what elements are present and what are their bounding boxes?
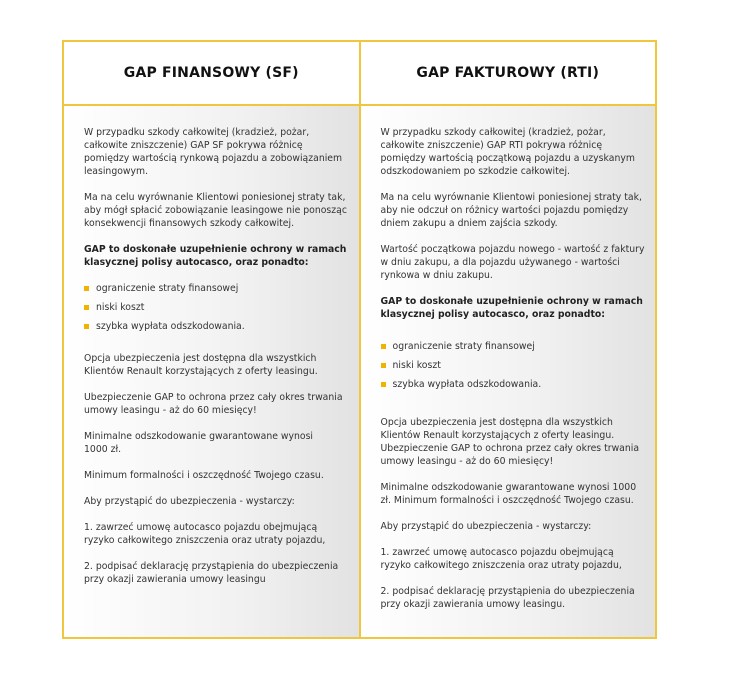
gap-rti-title: GAP FAKTUROWY (RTI) — [361, 42, 656, 106]
gap-sf-p1: W przypadku szkody całkowitej (kradzież, pożar, całkowite zniszczenie) GAP SF pokrywa różnicę pomiędzy wartością rynkową pojazdu a zobowiązaniem leasingowym. — [84, 127, 343, 177]
gap-sf-p5: Minimalne odszkodowanie gwarantowane wynosi 1000 zł. — [84, 431, 314, 455]
gap-rti-p9: 2. podpisać deklarację przystąpienia do ubezpieczenia przy okazji zawierania umowy leasingu. — [380, 586, 635, 610]
gap-rti-p2: Ma na celu wyrównanie Klientowi poniesionej straty tak, aby nie odczuł on różnicy wartości pojazdu pomiędzy dniem zakupu a dniem zajścia szkody. — [380, 192, 642, 229]
list-item: szybka wypłata odszkodowania. — [381, 378, 648, 391]
gap-sf-p9: 2. podpisać deklarację przystąpienia do ubezpieczenia przy okazji zawierania umowy leasingu — [84, 561, 339, 585]
gap-sf-p8: 1. zawrzeć umowę autocasco pojazdu obejmującą ryzyko całkowitego zniszczenia oraz utraty pojazdu, — [84, 522, 326, 546]
gap-sf-p6: Minimum formalności i oszczędność Twojego czasu. — [84, 470, 324, 481]
gap-sf-p3: Opcja ubezpieczenia jest dostępna dla wszystkich Klientów Renault korzystających z oferty leasingu. — [84, 353, 318, 377]
gap-rti-body — [361, 106, 656, 637]
gap-sf-p7: Aby przystąpić do ubezpieczenia - wystarczy: — [84, 496, 295, 507]
gap-rti-p7: Aby przystąpić do ubezpieczenia - wystarczy: — [380, 521, 592, 532]
gap-sf-body — [64, 106, 359, 637]
comparison-table — [62, 40, 657, 639]
gap-rti-column — [361, 42, 656, 637]
gap-sf-bullets — [84, 282, 351, 333]
list-item: szybka wypłata odszkodowania. — [84, 320, 351, 333]
gap-sf-p2: Ma na celu wyrównanie Klientowi poniesionej straty tak, aby mógł spłacić zobowiązanie leasingowe nie ponosząc konsekwencji finansowych szkody całkowitej. — [84, 192, 347, 229]
gap-sf-p4: Ubezpieczenie GAP to ochrona przez cały okres trwania umowy leasingu - aż do 60 miesięcy! — [84, 392, 343, 416]
gap-rti-bullets — [381, 340, 648, 391]
gap-rti-p3: Opcja ubezpieczenia jest dostępna dla wszystkich Klientów Renault korzystających z oferty leasingu. Ubezpieczenie GAP to ochrona przez cały okres trwania umowy leasingu - aż do 60 miesięcy! — [380, 417, 640, 467]
gap-sf-title: GAP FINANSOWY (SF) — [64, 42, 359, 106]
gap-rti-p2b: Wartość początkowa pojazdu nowego - wartość z faktury w dniu zakupu, a dla pojazdu używanego - wartości rynkowa w dniu zakupu. — [380, 244, 645, 281]
list-item: ograniczenie straty finansowej — [84, 282, 351, 295]
list-item: niski koszt — [84, 301, 351, 314]
list-item: ograniczenie straty finansowej — [381, 340, 648, 353]
gap-rti-p5: Minimalne odszkodowanie gwarantowane wynosi 1000 zł. Minimum formalności i oszczędność Twojego czasu. — [380, 482, 637, 506]
gap-rti-p1: W przypadku szkody całkowitej (kradzież, pożar, całkowite zniszczenie) GAP RTI pokrywa różnicę pomiędzy wartością początkową pojazdu a uzyskanym odszkodowaniem po szkodzie całkowitej. — [380, 127, 635, 177]
gap-sf-bold: GAP to doskonałe uzupełnienie ochrony w ramach klasycznej polisy autocasco, oraz ponadto: — [84, 244, 347, 268]
gap-sf-column — [64, 42, 361, 637]
list-item: niski koszt — [381, 359, 648, 372]
gap-rti-p8: 1. zawrzeć umowę autocasco pojazdu obejmującą ryzyko całkowitego zniszczenia oraz utraty pojazdu, — [380, 547, 622, 571]
gap-rti-bold: GAP to doskonałe uzupełnienie ochrony w ramach klasycznej polisy autocasco, oraz ponadto: — [380, 296, 643, 320]
